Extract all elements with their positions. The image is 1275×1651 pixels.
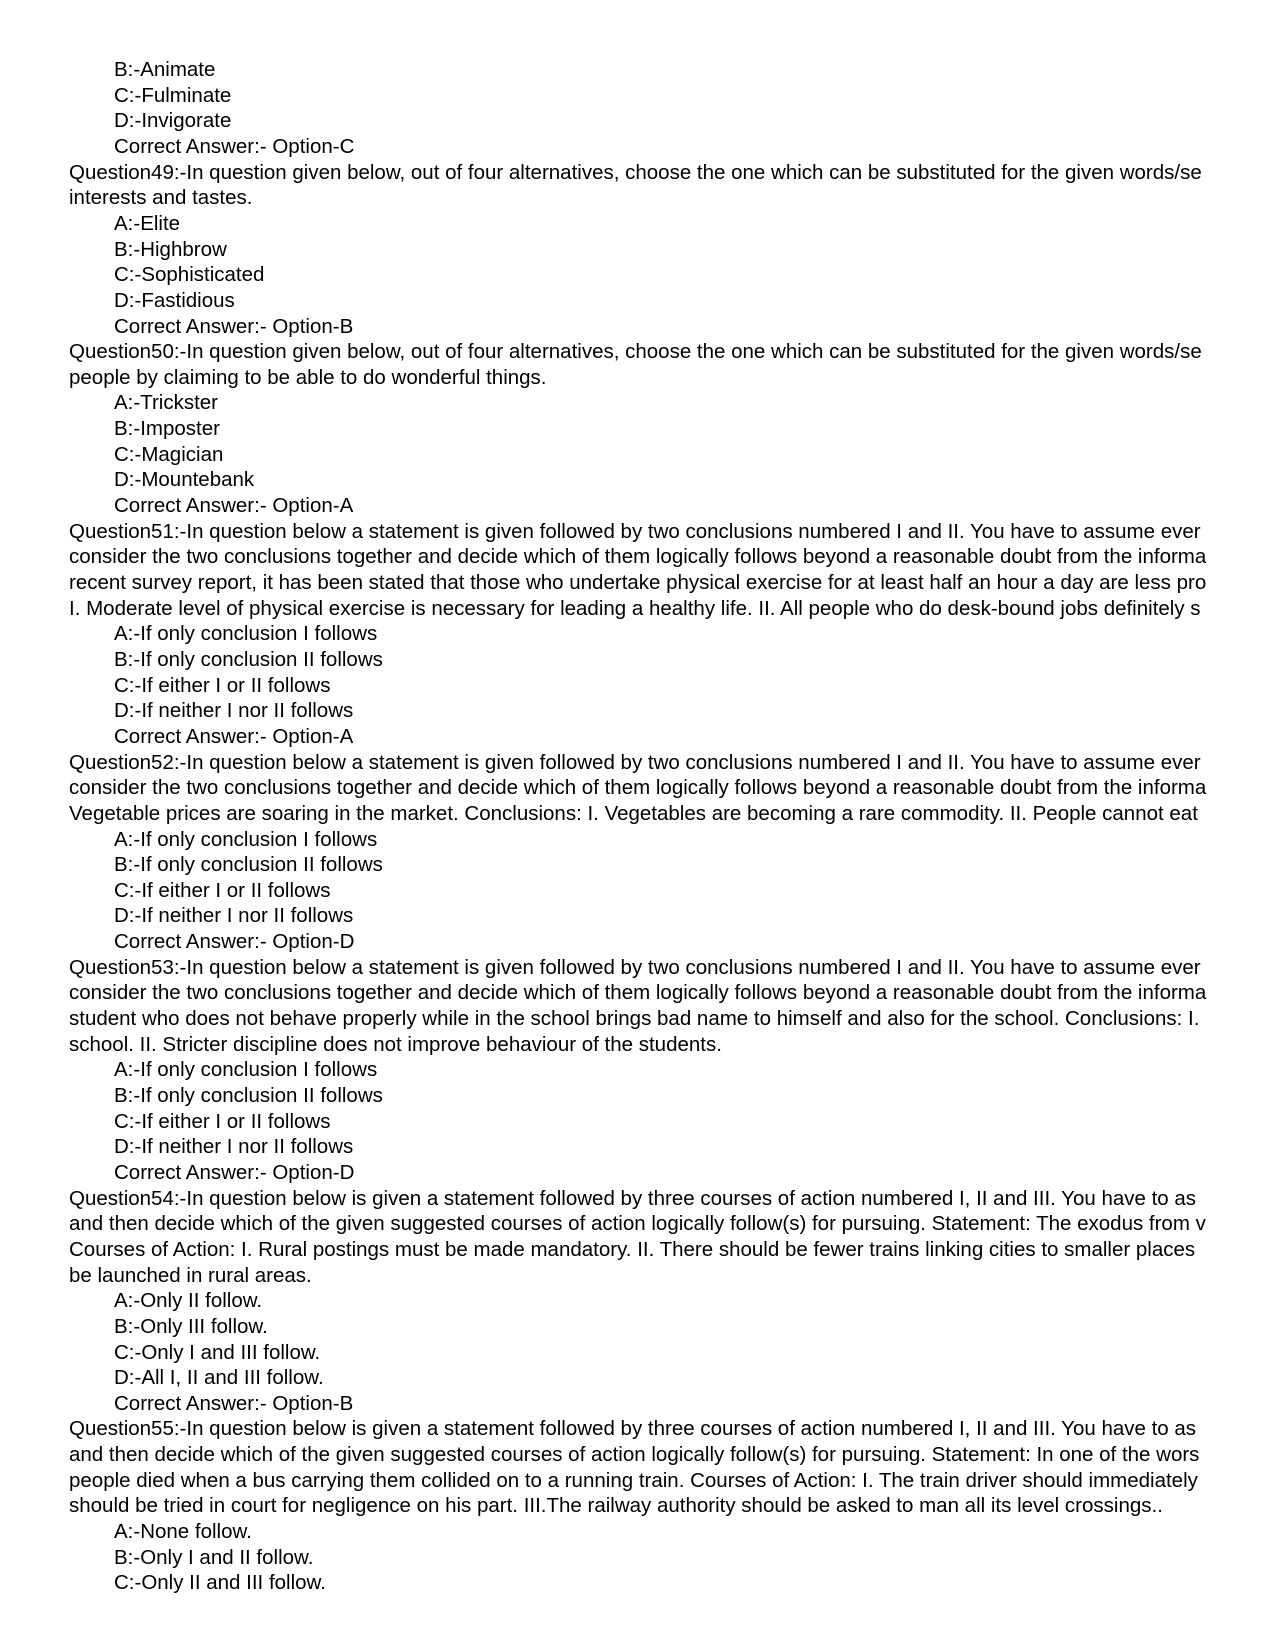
question-text-line: consider the two conclusions together and decide which of them logically follows beyond a reasonable doubt from the informa [69,776,1207,800]
question-text-line: people by claiming to be able to do wonderful things. [69,365,547,389]
option-line: A:-If only conclusion I follows [114,827,378,851]
question-text-line: recent survey report, it has been stated that those who undertake physical exercise for at least half an hour a day are less pro [69,571,1207,594]
question-text-line: Question50:-In question given below, out of four alternatives, choose the one which can be substituted for the given words/se [69,340,1202,364]
option-line: B:-Imposter [114,417,220,441]
option-line: C:-If either I or II follows [114,673,331,697]
question-text-line: should be tried in court for negligence on his part. III.The railway authority should be asked to man all its level crossings.. [69,1494,1163,1518]
question-text-line: people died when a bus carrying them collided on to a running train. Courses of Action: I. The train driver should immediately [69,1468,1198,1492]
option-line: D:-All I, II and III follow. [114,1366,324,1390]
option-line: Correct Answer:- Option-D [114,930,355,954]
option-line: C:-Magician [114,442,224,466]
option-line: A:-Only II follow. [114,1289,263,1313]
option-line: Correct Answer:- Option-C [114,134,355,158]
option-line: C:-If either I or II follows [114,1109,331,1133]
option-line: Correct Answer:- Option-A [114,494,354,517]
option-line: C:-Sophisticated [114,263,265,287]
option-line: B:-If only conclusion II follows [114,1084,383,1107]
option-line: B:-If only conclusion II follows [114,853,383,877]
question-text-line: Question54:-In question below is given a statement followed by three courses of action numbered I, II and III. You have to as [69,1186,1197,1210]
question-text-line: Question55:-In question below is given a statement followed by three courses of action numbered I, II and III. You have to as [69,1417,1197,1441]
option-line: A:-Trickster [114,391,219,415]
question-text-line: Question52:-In question below a statement is given followed by two conclusions numbered I and II. You have to assume ever [69,750,1201,774]
question-text-line: Vegetable prices are soaring in the market. Conclusions: I. Vegetables are becoming a rare commodity. II. People cannot eat [69,801,1198,825]
option-line: Correct Answer:- Option-D [114,1161,355,1184]
option-line: B:-Highbrow [114,237,227,261]
question-text-line: Courses of Action: I. Rural postings must be made mandatory. II. There should be fewer trains linking cities to smaller places [69,1237,1196,1261]
question-text-line: I. Moderate level of physical exercise is necessary for leading a healthy life. II. All people who do desk-bound jobs definitely s [69,596,1201,620]
question-text-line: and then decide which of the given suggested courses of action logically follow(s) for pursuing. Statement: The exodus from v [69,1212,1206,1236]
option-line: D:-If neither I nor II follows [114,904,354,928]
option-line: D:-If neither I nor II follows [114,1135,354,1159]
question-text-line: interests and tastes. [69,186,253,210]
option-line: C:-If either I or II follows [114,878,331,902]
question-text-line: Question49:-In question given below, out of four alternatives, choose the one which can be substituted for the given words/se [69,160,1202,184]
option-line: D:-Mountebank [114,468,255,492]
option-line: D:-Fastidious [114,288,235,312]
question-text-line: consider the two conclusions together and decide which of them logically follows beyond a reasonable doubt from the informa [69,981,1207,1005]
option-line: A:-Elite [114,211,181,235]
option-line: Correct Answer:- Option-B [114,314,354,338]
question-text-line: be launched in rural areas. [69,1263,312,1287]
option-line: A:-If only conclusion I follows [114,1058,378,1082]
option-line: Correct Answer:- Option-B [114,1391,354,1415]
option-line: D:-Invigorate [114,109,232,133]
question-text-line: Question53:-In question below a statement is given followed by two conclusions numbered I and II. You have to assume ever [69,955,1201,979]
option-line: C:-Only II and III follow. [114,1571,326,1595]
question-text-line: and then decide which of the given suggested courses of action logically follow(s) for pursuing. Statement: In one of the wors [69,1443,1200,1467]
option-line: C:-Fulminate [114,83,232,107]
option-line: A:-None follow. [114,1520,252,1543]
option-line: B:-Only III follow. [114,1314,268,1338]
option-line: B:-Only I and II follow. [114,1545,314,1569]
question-text-line: student who does not behave properly while in the school brings bad name to himself and also for the school. Conclusions: I. [69,1007,1200,1030]
option-line: B:-If only conclusion II follows [114,647,383,671]
option-line: A:-If only conclusion I follows [114,622,378,646]
question-text-line: school. II. Stricter discipline does not improve behaviour of the students. [69,1032,722,1056]
option-line: Correct Answer:- Option-A [114,724,354,748]
question-text-line: consider the two conclusions together and decide which of them logically follows beyond a reasonable doubt from the informa [69,545,1207,569]
option-line: B:-Animate [114,58,216,81]
question-text-line: Question51:-In question below a statement is given followed by two conclusions numbered I and II. You have to assume ever [69,519,1201,543]
option-line: C:-Only I and III follow. [114,1340,321,1364]
option-line: D:-If neither I nor II follows [114,699,354,723]
